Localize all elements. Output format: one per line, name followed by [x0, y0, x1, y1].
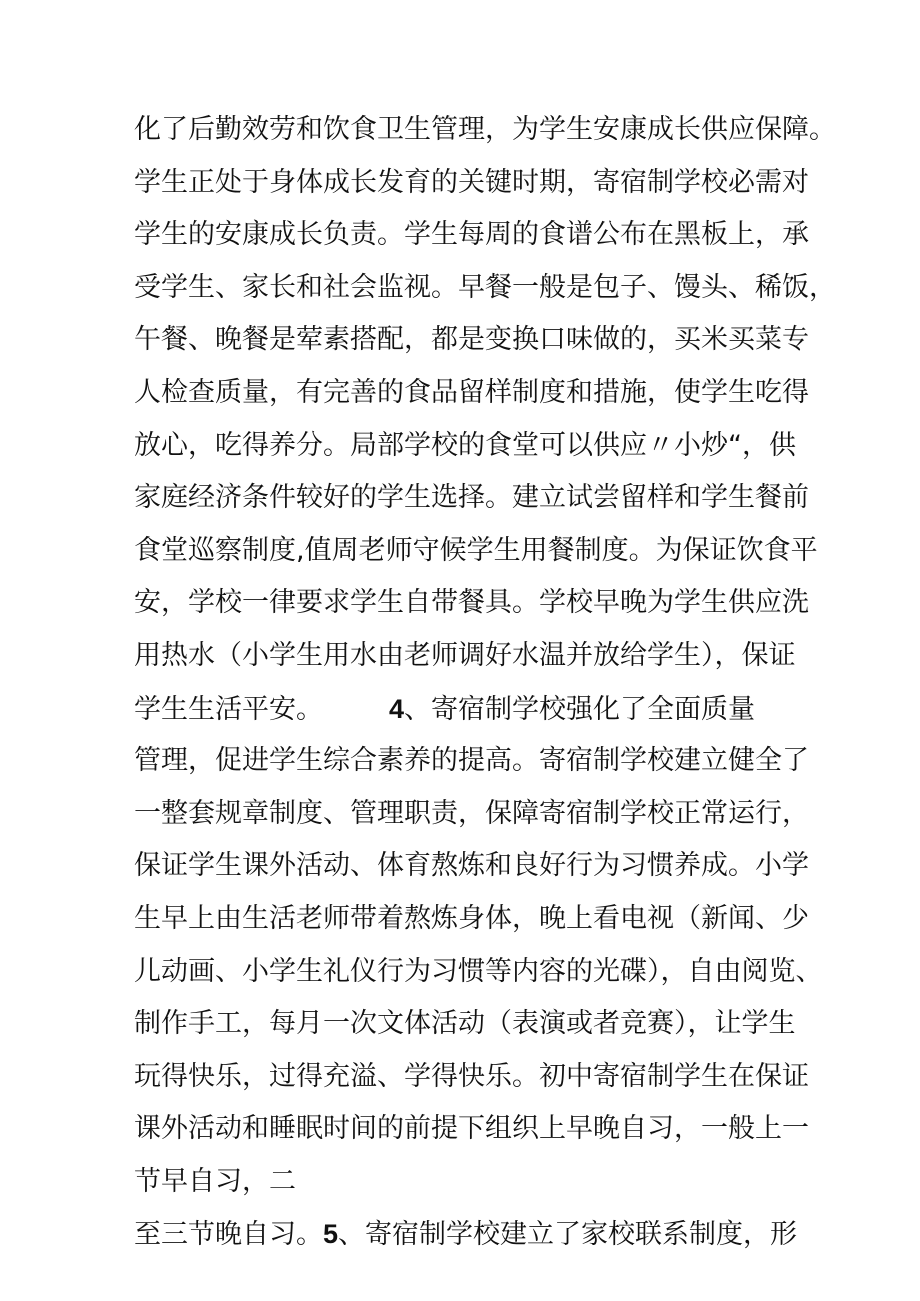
text-line-7: 放心，吃得养分。局部学校的食堂可以供应〃小炒“，供 — [134, 429, 796, 461]
section-number-5: 5 — [323, 1219, 339, 1250]
text-line-21: 节早自习，二 — [134, 1165, 296, 1197]
text-line-15: 保证学生课外活动、体育熬炼和良好行为习惯养成。小学 — [134, 850, 809, 882]
body-text — [134, 104, 834, 1261]
line-12-rest: 、寄宿制学校强化了全面质量 — [404, 693, 756, 725]
text-line-14: 一整套规章制度、管理职责，保障寄宿制学校正常运行， — [134, 797, 809, 829]
text-line-4: 受学生、家长和社会监视。早餐一般是包子、馒头、稀饭， — [134, 271, 836, 303]
text-line-13: 管理，促进学生综合素养的提高。寄宿制学校建立健全了 — [134, 745, 809, 777]
text-line-1: 化了后勤效劳和饮食卫生管理，为学生安康成长供应保障。 — [134, 114, 836, 145]
text-line-17: 儿动画、小学生礼仪行为习惯等内容的光碟），自由阅览、 — [134, 955, 823, 987]
text-line-9: 食堂巡察制度,值周老师守候学生用餐制度。为保证饮食平 — [134, 534, 818, 566]
text-line-11: 用热水（小学生用水由老师调好水温并放给学生），保证 — [134, 639, 796, 671]
text-line-3: 学生的安康成长负责。学生每周的食谱公布在黑板上，承 — [134, 219, 809, 251]
text-line-6: 人检查质量，有完善的食品留样制度和措施，使学生吃得 — [134, 376, 809, 408]
text-line-12 — [134, 683, 834, 736]
text-line-5: 午餐、晚餐是荤素搭配，都是变换口味做的，买米买菜专 — [134, 324, 809, 356]
text-line-8: 家庭经济条件较好的学生选择。建立试尝留样和学生餐前 — [134, 482, 809, 514]
text-line-10: 安，学校一律要求学生自带餐具。学校早晚为学生供应洗 — [134, 587, 809, 619]
text-line-20: 课外活动和睡眠时间的前提下组织上早晚自习，一般上一 — [134, 1113, 809, 1145]
text-line-19: 玩得快乐，过得充溢、学得快乐。初中寄宿制学生在保证 — [134, 1060, 809, 1092]
section-number-4: 4 — [389, 693, 405, 724]
text-line-2: 学生正处于身体成长发育的关键时期，寄宿制学校必需对 — [134, 166, 809, 198]
text-line-18: 制作手工，每月一次文体活动（表演或者竞赛），让学生 — [134, 1008, 796, 1040]
line-12-start: 学生生活平安。 — [134, 693, 323, 725]
line-22-rest: 、寄宿制学校建立了家校联系制度，形 — [338, 1219, 798, 1251]
text-line-16: 生早上由生活老师带着熬炼身体，晚上看电视（新闻、少 — [134, 902, 809, 934]
text-line-22 — [134, 1208, 834, 1261]
line-22-start: 至三节晚自习。 — [134, 1219, 323, 1251]
